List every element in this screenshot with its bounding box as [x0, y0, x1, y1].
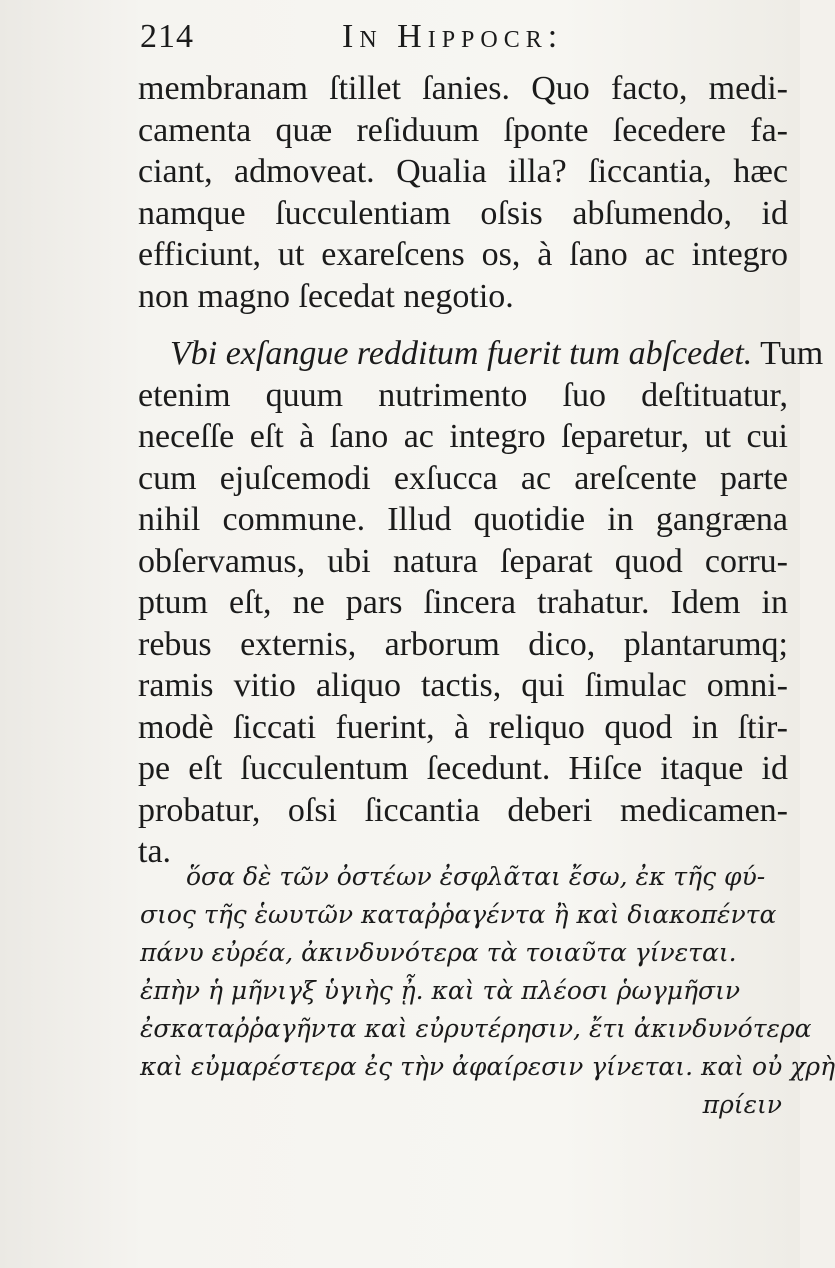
text-line: ciant, admoveat. Qualia illa? ſiccantia, hæc	[138, 153, 788, 190]
text-line: non magno ſecedat negotio.	[138, 277, 514, 315]
text-line: etenim quum nutrimento ſuo deſtituatur,	[138, 376, 788, 414]
text-line: neceſſe eſt à ſano ac integro ſeparetur, ut cui	[138, 418, 788, 455]
catchword: πρίειν	[702, 1090, 782, 1119]
text-line: camenta quæ reſiduum ſponte ſecedere fa-	[138, 111, 788, 149]
greek-quotation	[140, 858, 835, 1124]
text-line: ramis vitio aliquo tactis, qui ſimulac omni-	[138, 667, 788, 704]
text-line: ta.	[138, 833, 172, 870]
paragraph-gap	[138, 317, 788, 333]
text-line: probatur, oſsi ſiccantia deberi medicamen-	[138, 791, 788, 829]
text-line: nihil commune. Illud quotidie in gangræna	[138, 501, 788, 538]
greek-line: πάνυ εὐρέα, ἀκινδυνότερα τὰ τοιαῦτα γίνεται.	[140, 938, 737, 967]
greek-line: καὶ εὐμαρέστερα ἐς τὴν ἀφαίρεσιν γίνεται. καὶ οὐ χρὴ	[140, 1052, 835, 1081]
text-line: rebus externis, arborum dico, plantarumq;	[138, 625, 788, 663]
latin-commentary	[138, 68, 824, 873]
text-line: membranam ſtillet ſanies. Quo facto, medi-	[138, 70, 788, 107]
running-head	[140, 18, 780, 68]
text-line: namque ſucculentiam oſsis abſumendo, id	[138, 194, 788, 232]
greek-line: ἐπὴν ἡ μῆνιγξ ὑγιὴς ᾖ. καὶ τὰ πλέοσι ῥωγμῆσιν	[140, 976, 741, 1005]
text-line: cum ejuſcemodi exſucca ac areſcente parte	[138, 459, 788, 497]
text-line: pe eſt ſucculentum ſecedunt. Hiſce itaque id	[138, 750, 788, 787]
greek-line: ὅσα δὲ τῶν ὀστέων ἐσφλᾶται ἔσω, ἐκ τῆς φύ-	[186, 862, 766, 891]
running-title: In Hippocr:	[342, 18, 564, 55]
text-line: efficiunt, ut exareſcens os, à ſano ac integro	[138, 236, 788, 273]
greek-line: ἐσκαταῤῥαγῆντα καὶ εὐρυτέρησιν, ἔτι ἀκινδυνότερα	[140, 1014, 812, 1043]
greek-line: σιος τῆς ἑωυτῶν καταῤῥαγέντα ἢ καὶ διακοπέντα	[140, 900, 777, 929]
lemma-quote: Vbi exſangue redditum fuerit tum abſcedet.	[170, 335, 753, 372]
page-number: 214	[140, 18, 194, 55]
text-line: modè ſiccati fuerint, à reliquo quod in ſtir-	[138, 708, 788, 746]
text-line: obſervamus, ubi natura ſeparat quod corru-	[138, 542, 788, 580]
lemma-continuation: Tum	[752, 335, 824, 372]
lemma-line	[138, 333, 824, 375]
text-line: ptum eſt, ne pars ſincera trahatur. Idem in	[138, 584, 788, 621]
